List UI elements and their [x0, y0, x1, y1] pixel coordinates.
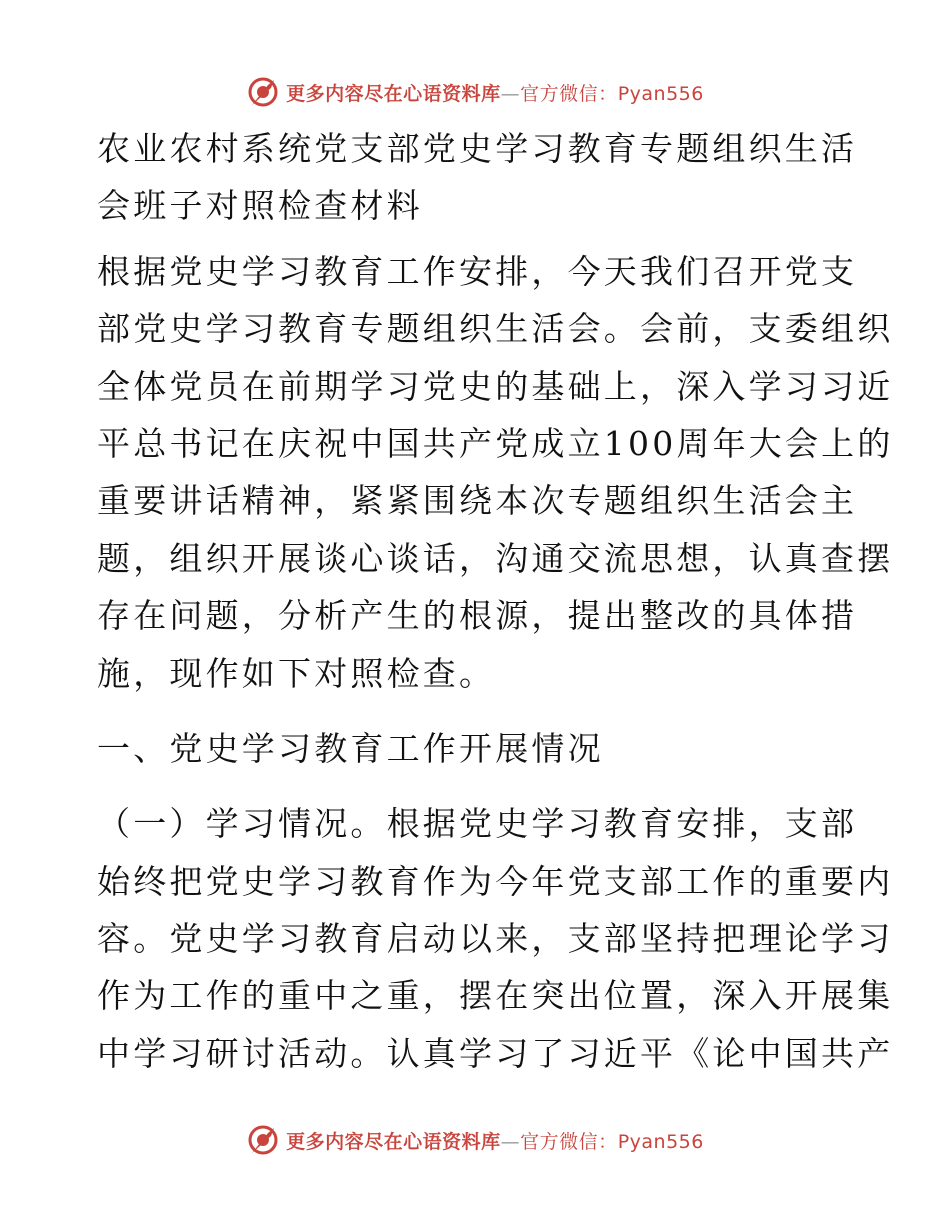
- text-line: 中学习研讨活动。认真学习了习近平《论中国共产: [97, 1033, 894, 1073]
- text-line: 全体党员在前期学习党史的基础上，深入学习习近: [97, 366, 894, 406]
- quill-logo-icon: [246, 1123, 280, 1157]
- text-line: （一）学习情况。根据党史学习教育安排，支部: [97, 804, 858, 844]
- text-line: 容。党史学习教育启动以来，支部坚持把理论学习: [97, 919, 894, 959]
- text-line: 部党史学习教育专题组织生活会。会前，支委组织: [97, 309, 894, 349]
- text-line: 题，组织开展谈心谈话，沟通交流思想，认真查摆: [97, 538, 894, 578]
- text-line: 根据党史学习教育工作安排，今天我们召开党支: [97, 251, 858, 291]
- text-line: 作为工作的重中之重，摆在突出位置，深入开展集: [97, 976, 894, 1016]
- paragraph-intro: [97, 243, 894, 702]
- document-title: [97, 120, 858, 235]
- document-body: [97, 120, 894, 1082]
- title-line: 会班子对照检查材料: [97, 186, 423, 226]
- paragraph-study: [97, 795, 894, 1082]
- watermark-text: 更多内容尽在心语资料库—官方微信：Pyan556: [286, 1130, 704, 1153]
- section-heading: 一、党史学习教育工作开展情况: [97, 728, 604, 768]
- text-line: 存在问题，分析产生的根源，提出整改的具体措: [97, 596, 858, 636]
- watermark-banner-top: [0, 72, 950, 112]
- text-line: 平总书记在庆祝中国共产党成立100周年大会上的: [97, 423, 894, 463]
- text-line: 重要讲话精神，紧紧围绕本次专题组织生活会主: [97, 481, 858, 521]
- text-line: 施，现作如下对照检查。: [97, 653, 496, 693]
- watermark-banner-bottom: [0, 1120, 950, 1160]
- quill-logo-icon: [246, 75, 280, 109]
- title-line: 农业农村系统党支部党史学习教育专题组织生活: [97, 129, 858, 168]
- watermark-text: 更多内容尽在心语资料库—官方微信：Pyan556: [286, 82, 704, 105]
- text-line: 始终把党史学习教育作为今年党支部工作的重要内: [97, 861, 894, 901]
